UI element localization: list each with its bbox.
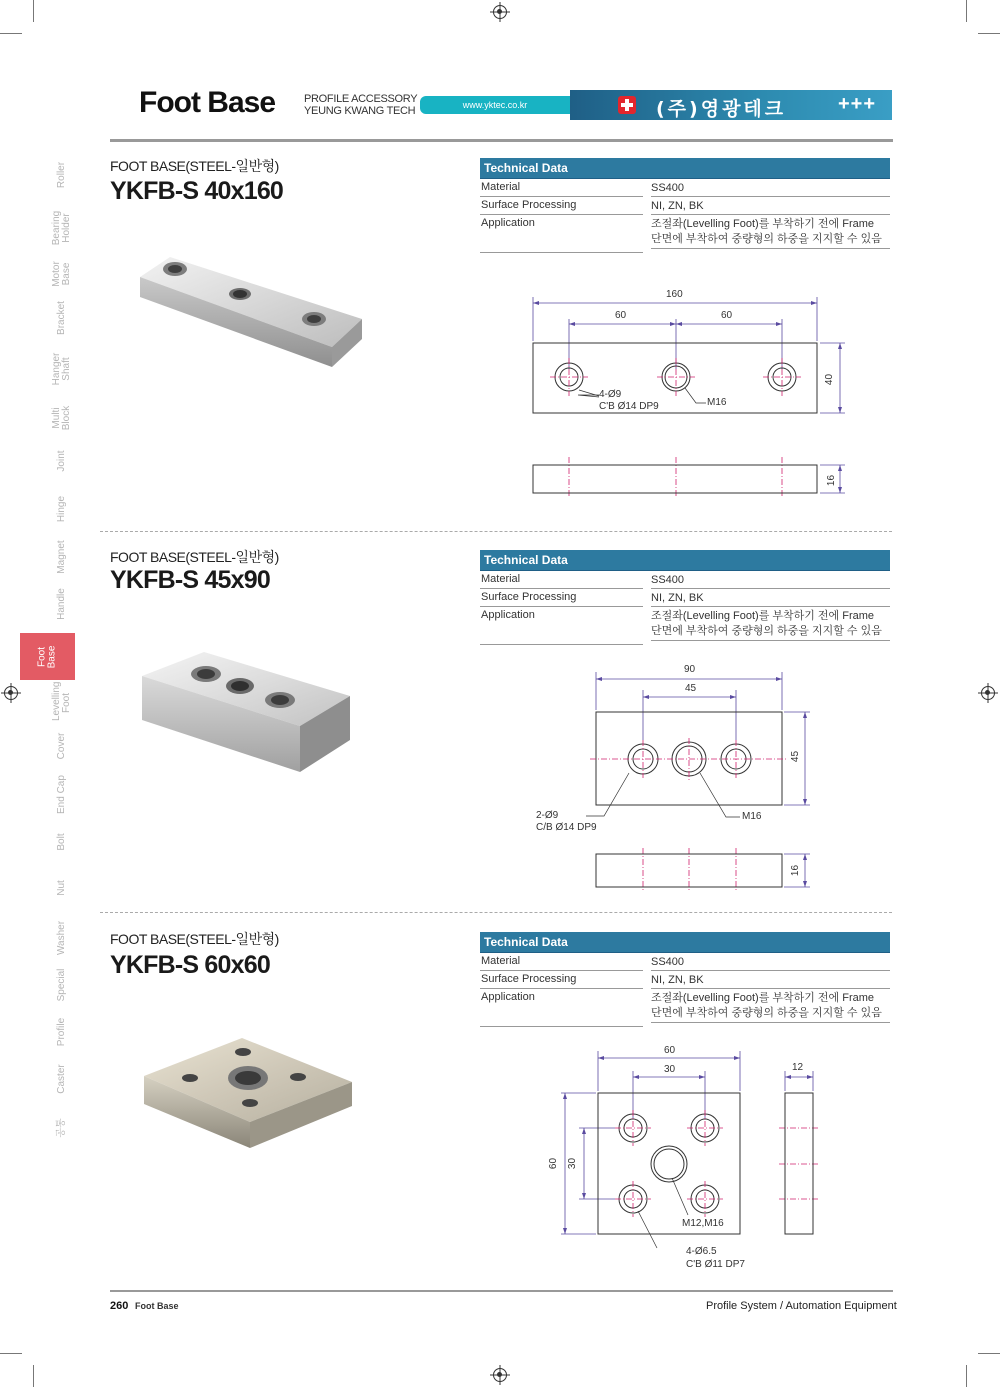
product-category: FOOT BASE(STEEL-일반형) bbox=[110, 158, 279, 174]
dim-hole: 4-Ø9 bbox=[599, 389, 622, 400]
dim-thickness: 16 bbox=[826, 474, 838, 487]
sidebar-item[interactable]: Joint bbox=[56, 450, 67, 472]
website-link[interactable]: www.yktec.co.kr bbox=[420, 96, 570, 114]
tech-value-surface: NI, ZN, BK bbox=[651, 592, 704, 604]
brand-cross-icon bbox=[618, 96, 636, 114]
tech-value-material: SS400 bbox=[651, 574, 685, 586]
brand-bar bbox=[570, 90, 892, 120]
dim-tap: M16 bbox=[707, 397, 727, 408]
tech-label-surface: Surface Processing bbox=[481, 199, 577, 211]
crop-mark bbox=[33, 0, 34, 22]
hole bbox=[226, 678, 254, 694]
page-number: 260 bbox=[110, 1300, 129, 1312]
sidebar-item[interactable]: Motor Base bbox=[51, 261, 72, 287]
tech-data-header: Technical Data bbox=[480, 158, 890, 179]
product-model: YKFB-S 45x90 bbox=[110, 566, 270, 594]
dim-overall: 60 bbox=[664, 1045, 676, 1056]
hole bbox=[235, 1048, 251, 1056]
dim-tap: M16 bbox=[742, 811, 762, 822]
sidebar-item[interactable]: Cover bbox=[56, 732, 67, 760]
tech-label-surface: Surface Processing bbox=[481, 591, 577, 603]
sidebar-item[interactable]: End Cap bbox=[56, 775, 67, 814]
hole bbox=[290, 1073, 306, 1081]
sidebar-item[interactable]: Magnet bbox=[56, 540, 67, 574]
dim-overall: 90 bbox=[684, 664, 696, 675]
dim-counterbore: C/B Ø14 DP9 bbox=[536, 822, 597, 833]
tech-label-material: Material bbox=[481, 181, 521, 193]
registration-mark-icon bbox=[4, 686, 18, 700]
dim-hole: 4-Ø6.5 bbox=[686, 1246, 717, 1257]
dim-counterbore: C'B Ø14 DP9 bbox=[599, 401, 659, 412]
dim-overall: 160 bbox=[666, 289, 683, 300]
product-model: YKFB-S 60x60 bbox=[110, 951, 270, 979]
sidebar-item[interactable]: Handle bbox=[56, 588, 67, 620]
hole bbox=[302, 312, 326, 326]
dim-pitch: 60 bbox=[721, 310, 733, 321]
product-photo bbox=[138, 255, 366, 373]
dim-height: 40 bbox=[824, 373, 836, 386]
dim-tap: M12,M16 bbox=[682, 1218, 724, 1229]
crop-mark bbox=[0, 33, 22, 34]
tech-value-surface: NI, ZN, BK bbox=[651, 974, 704, 986]
hole bbox=[182, 1074, 198, 1082]
tech-label-surface: Surface Processing bbox=[481, 973, 577, 985]
dim-pitch: 45 bbox=[685, 683, 697, 694]
hole bbox=[228, 1066, 268, 1090]
registration-mark-icon bbox=[493, 5, 507, 19]
dim-counterbore: C'B Ø11 DP7 bbox=[686, 1259, 745, 1270]
dim-thickness: 12 bbox=[792, 1062, 804, 1073]
tech-label-material: Material bbox=[481, 955, 521, 967]
brand-name: (주)영광테크 bbox=[656, 98, 787, 120]
product-model: YKFB-S 40x160 bbox=[110, 177, 284, 205]
crop-mark bbox=[0, 1353, 22, 1354]
technical-drawing bbox=[545, 1045, 825, 1275]
tech-value-surface: NI, ZN, BK bbox=[651, 200, 704, 212]
crop-mark bbox=[966, 1365, 967, 1387]
technical-drawing bbox=[520, 285, 850, 500]
dim-thickness: 16 bbox=[790, 864, 802, 877]
tech-value-application: 조절좌(Levelling Foot)를 부착하기 전에 Frame 단면에 부착하여 중량형의 하중을 지지할 수 있음 bbox=[651, 992, 882, 1019]
sidebar-item[interactable]: Washer bbox=[56, 920, 67, 956]
dim-pitch: 60 bbox=[615, 310, 627, 321]
sidebar-item-active[interactable] bbox=[20, 633, 75, 680]
dim-height: 45 bbox=[790, 750, 802, 763]
dim-hole: 2-Ø9 bbox=[536, 810, 559, 821]
header-subtitle: PROFILE ACCESSORY bbox=[304, 93, 418, 105]
hole bbox=[191, 666, 221, 682]
tech-value-application: 조절좌(Levelling Foot)를 부착하기 전에 Frame 단면에 부착하여 중량형의 하중을 지지할 수 있음 bbox=[651, 218, 882, 245]
tech-data-table bbox=[480, 550, 890, 641]
dim-vertical-pitch: 30 bbox=[567, 1157, 579, 1170]
sidebar-item[interactable]: Multi Block bbox=[51, 405, 72, 431]
header-company: YEUNG KWANG TECH bbox=[304, 105, 416, 117]
tech-value-material: SS400 bbox=[651, 182, 685, 194]
dim-pitch: 30 bbox=[664, 1064, 676, 1075]
product-photo bbox=[140, 1030, 356, 1154]
product-category: FOOT BASE(STEEL-일반형) bbox=[110, 931, 279, 947]
registration-mark-icon bbox=[493, 1368, 507, 1382]
tech-label-application: Application bbox=[481, 991, 535, 1003]
section-divider bbox=[100, 912, 892, 913]
footer-section: Foot Base bbox=[135, 1301, 179, 1311]
tech-label-application: Application bbox=[481, 217, 535, 229]
section-divider bbox=[100, 531, 892, 532]
crop-mark bbox=[978, 33, 1000, 34]
hole bbox=[229, 288, 251, 300]
crop-mark bbox=[966, 0, 967, 22]
sidebar-item[interactable]: Bolt bbox=[56, 833, 67, 851]
registration-mark-icon bbox=[981, 686, 995, 700]
technical-drawing bbox=[530, 670, 820, 895]
sidebar-item[interactable]: Special bbox=[56, 968, 67, 1002]
product-category: FOOT BASE(STEEL-일반형) bbox=[110, 549, 279, 565]
tech-data-header: Technical Data bbox=[480, 550, 890, 571]
sidebar-item[interactable]: Hanger Shaft bbox=[51, 352, 72, 386]
sidebar-item[interactable]: Hinge bbox=[56, 495, 67, 523]
brand-plus: +++ bbox=[837, 93, 876, 115]
hole bbox=[265, 692, 295, 708]
sidebar-item-label: Foot Base bbox=[36, 645, 58, 668]
tech-data-table bbox=[480, 158, 890, 249]
tech-value-application: 조절좌(Levelling Foot)를 부착하기 전에 Frame 단면에 부착하여 중량형의 하중을 지지할 수 있음 bbox=[651, 610, 882, 637]
dim-height: 60 bbox=[548, 1157, 560, 1170]
tech-value-material: SS400 bbox=[651, 956, 685, 968]
hole bbox=[163, 262, 187, 276]
crop-mark bbox=[33, 1365, 34, 1387]
sidebar-item[interactable]: Bearing Holder bbox=[51, 210, 72, 246]
sidebar-item[interactable]: Caster bbox=[56, 1064, 67, 1094]
tech-label-application: Application bbox=[481, 609, 535, 621]
tech-label-material: Material bbox=[481, 573, 521, 585]
sidebar-item[interactable]: Nut bbox=[56, 880, 67, 896]
footer-rule bbox=[110, 1290, 893, 1292]
sidebar-item[interactable]: Bracket bbox=[56, 301, 67, 335]
sidebar-item[interactable]: Roller bbox=[56, 161, 67, 189]
page-title: Foot Base bbox=[139, 86, 276, 119]
footer-tagline: Profile System / Automation Equipment bbox=[706, 1300, 897, 1312]
crop-mark bbox=[978, 1353, 1000, 1354]
hole bbox=[242, 1099, 258, 1107]
sidebar-item[interactable]: Levelling Foot bbox=[51, 681, 72, 721]
sidebar-item[interactable]: Profile bbox=[56, 1017, 67, 1047]
header-rule bbox=[110, 139, 893, 142]
sidebar-item[interactable]: 공통 bbox=[56, 1118, 67, 1138]
tech-data-header: Technical Data bbox=[480, 932, 890, 953]
product-photo bbox=[138, 650, 354, 776]
tech-data-table bbox=[480, 932, 890, 1023]
